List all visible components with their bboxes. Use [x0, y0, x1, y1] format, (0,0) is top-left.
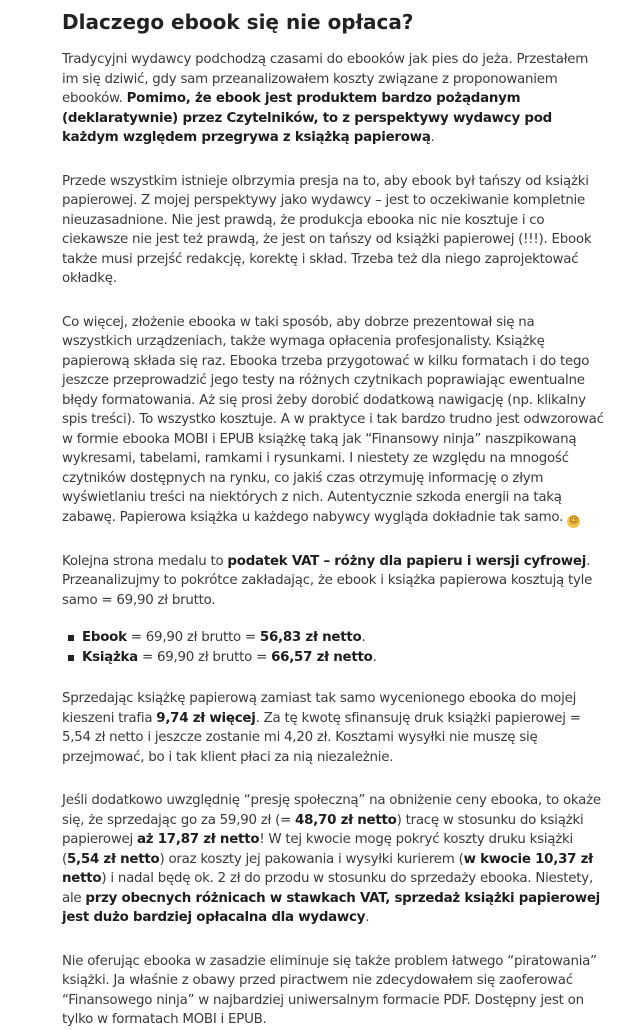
paragraph-intro: Tradycyjni wydawcy podchodzą czasami do ebooków jak pies do jeża. Przestałem im się dziwić, gdy sam przeanalizowałem koszty związane z proponowaniem ebooków. Pomimo, że ebook jest produktem bardzo pożądanym (deklaratywnie) przez Czytelników, to z perspektywy wydawcy pod każdym względem przegrywa z książką papierową. [62, 52, 589, 145]
list-item-ebook: Ebook = 69,90 zł brutto = 56,83 zł netto. [82, 628, 604, 648]
winking-face-icon: 😉 [569, 515, 579, 526]
paragraph-formatting: Co więcej, złożenie ebooka w taki sposób, aby dobrze prezentował się na wszystkich urządzeniach, także wymaga opłacenia profesjonalisty. Książkę papierową składa się raz. Ebooka trzeba przygotować w kilku formatach i do tego jeszcze przeprowadzić jego testy na różnych czytnikach poprawiając ewentualne błędy formatowania. Aż się prosi żeby dorobić dodatkową nawigację (np. klikalny spis treści). To wszystko kosztuje. A w praktyce i tak bardzo trudno jest odwzorować w formie ebooka MOBI i EPUB książkę taką jak “Finansowy ninja” naszpikowaną wykresami, tabelami, ramkami i rysunkami. I niestety ze względu na mnogość czytników dostępnych na rynku, co jakiś czas otrzymuję informację o złym wyświetlaniu treści na niektórych z nich. Autentycznie szkoda energii na taką zabawę. Papierowa książka u każdego nabywcy wygląda dokładnie tak samo. 😉 [62, 314, 604, 526]
paragraph-difference: Sprzedając książkę papierową zamiast tak samo wycenionego ebooka do mojej kieszeni trafia 9,74 zł więcej. Za tę kwotę sfinansuję druk książki papierowej = 5,54 zł netto i jeszcze zostanie mi 4,20 zł. Kosztami wysyłki nie muszę się przejmować, bo i tak klient płaci za nią niezależnie. [62, 691, 581, 765]
paragraph-piracy: Nie oferując ebooka w zasadzie eliminuje się także problem łatwego “piratowania” książki. Ja właśnie z obawy przed piractwem nie zdecydowałem się zaoferować “Finansowego ninja” w najbardziej uniwersalnym formacie PDF. Dostępny jest on tylko w formatach MOBI i EPUB. [62, 953, 597, 1027]
paragraph-social-pressure: Jeśli dodatkowo uwzględnię “presję społeczną” na obniżenie ceny ebooka, to okaże się, że sprzedając go za 59,90 zł (= 48,70 zł netto) tracę w stosunku do książki papierowej aż 17,87 zł netto! W tej kwocie mogę pokryć koszty druku książki (5,54 zł netto) oraz koszty jej pakowania i wysyłki kurierem (w kwocie 10,37 zł netto) i nadal będę ok. 2 zł do przodu w stosunku do sprzedaży ebooka. Niestety, ale przy obecnych różnicach w stawkach VAT, sprzedaż książki papierowej jest dużo bardziej opłacalna dla wydawcy. [62, 793, 601, 925]
paragraph-vat: Kolejna strona medalu to podatek VAT – różny dla papieru i wersji cyfrowej. Przeanalizujmy to pokrótce zakładając, że ebook i książka papierowa kosztują tyle samo = 69,90 zł brutto. [62, 553, 593, 608]
article-title: Dlaczego ebook się nie opłaca? [62, 10, 414, 34]
price-list [62, 628, 604, 667]
list-item-book: Książka = 69,90 zł brutto = 66,57 zł netto. [82, 648, 604, 668]
paragraph-price-pressure: Przede wszystkim istnieje olbrzymia presja na to, aby ebook był tańszy od książki papierowej. Z mojej perspektywy jako wydawcy – jest to oczekiwanie kompletnie nieuzasadnione. Nie jest prawdą, że produkcja ebooka nic nie kosztuje i co ciekawsze nie jest też prawdą, że jest on tańszy od książki papierowej (!!!). Ebook także musi przejść redakcję, korektę i skład. Trzeba też dla niego zaprojektować okładkę. [62, 173, 592, 286]
